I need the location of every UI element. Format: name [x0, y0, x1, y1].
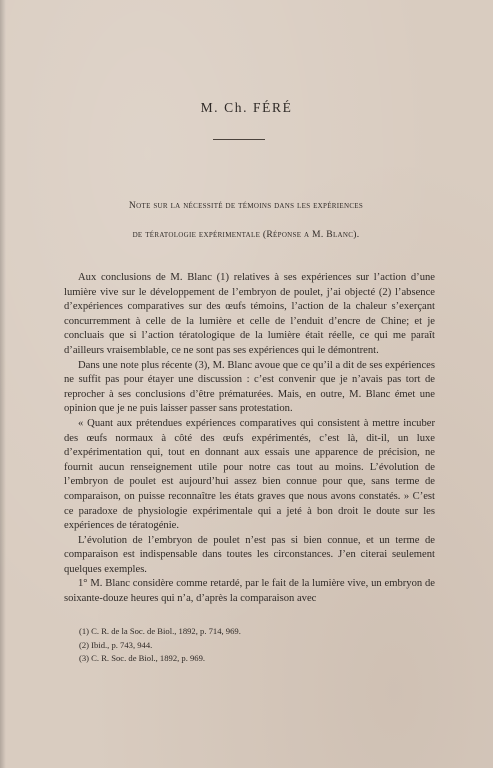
note-title-line-1: Note sur la nécessité de témoins dans les expériences — [128, 200, 364, 211]
paragraph: Aux conclusions de M. Blanc (1) relatives à ses expériences sur l’action d’une lumière vive sur le développement de l’embryon de poulet, j’ai objecté (2) l’absence d’expériences comparatives sur des œufs témoins, l’action de la chaleur s’exerçant concurremment à celle de la lumière et celle de l’enduit d’encre de Chine; et je concluais que si l’action tératologique de la lumière était réelle, ce qui me paraît d’ailleurs vraisemblable, ce ne sont pas ses expériences qui le démontrent. — [64, 272, 435, 356]
article-body — [64, 271, 435, 607]
paragraph: L’évolution de l’embryon de poulet n’est pas si bien connue, et un terme de comparaison est indispensable dans toutes les circonstances. J’en citerai seulement quelques exemples. — [64, 534, 435, 575]
footnote: (1) C. R. de la Soc. de Biol., 1892, p. 714, 969. — [79, 626, 241, 636]
footnote: (2) Ibid., p. 743, 944. — [79, 639, 153, 650]
paragraph: « Quant aux prétendues expériences comparatives qui consistent à mettre incuber des œufs normaux à côté des œufs expérimentés, c’est là, dit-il, un luxe d’expérimentation qui, tout en donnant aux essais une apparence de précision, ne fournit aucun renseignement utile pour notre cas tout au moins. L’évolution de l’embryon de poulet est aujourd’hui assez bien connue pour que, sans terme de comparaison, on puisse reconnaître les états graves que nous avons constatés. » C’est ce paradoxe de physiologie expérimentale qui a jeté à bon droit le doute sur les expériences de tératogénie. — [64, 417, 435, 532]
note-title-line-2: de tératologie expérimentale (Réponse a M. Blanc). — [132, 229, 360, 240]
title-divider — [213, 139, 265, 140]
footnotes — [79, 625, 429, 666]
author-heading: M. Ch. FÉRÉ — [200, 100, 293, 115]
footnote: (3) C. R. Soc. de Biol., 1892, p. 969. — [79, 653, 206, 664]
paragraph: Dans une note plus récente (3), M. Blanc avoue que ce qu’il a dit de ses expériences ne suffit pas pour étayer une discussion : c’est convenir que je n’avais pas tort de reprocher à ses conclusions d’être prématurées. Mais, en outre, M. Blanc émet une opinion que je ne puis laisser passer sans protestation. — [64, 359, 435, 415]
paragraph: 1° M. Blanc considère comme retardé, par le fait de la lumière vive, un embryon de soixante-douze heures qui n’a, d’après la comparaison avec — [64, 578, 435, 605]
